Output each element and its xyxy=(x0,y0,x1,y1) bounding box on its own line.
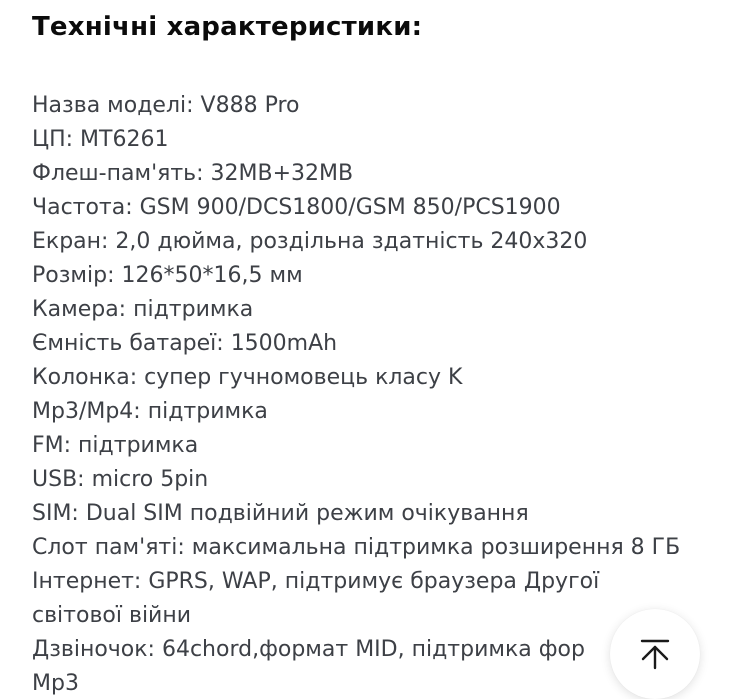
spec-line: Екран: 2,0 дюйма, роздільна здатність 240x320 xyxy=(32,229,588,254)
spec-line: Mp3/Mp4: підтримка xyxy=(32,399,268,424)
spec-line: ЦП: MT6261 xyxy=(32,127,169,152)
spec-line: Ємність батареї: 1500mAh xyxy=(32,331,338,356)
spec-line: Колонка: супер гучномовець класу K xyxy=(32,365,463,390)
spec-line: Назва моделі: V888 Pro xyxy=(32,93,300,118)
spec-line: Mp3 xyxy=(32,671,79,696)
spec-line: FM: підтримка xyxy=(32,433,199,458)
spec-line: Частота: GSM 900/DCS1800/GSM 850/PCS1900 xyxy=(32,195,561,220)
spec-line: Камера: підтримка xyxy=(32,297,254,322)
specs-heading: Технічні характеристики: xyxy=(32,12,423,42)
spec-line: Слот пам'яті: максимальна підтримка розширення 8 ГБ xyxy=(32,535,681,560)
spec-line: Дзвіночок: 64chord,формат MID, підтримка фор xyxy=(32,637,585,662)
spec-line: Інтернет: GPRS, WAP, підтримує браузера Другої xyxy=(32,569,600,594)
specs-list xyxy=(32,89,722,699)
spec-line: Флеш-пам'ять: 32MB+32MB xyxy=(32,161,354,186)
spec-line: USB: micro 5pin xyxy=(32,467,209,492)
spec-line: Розмір: 126*50*16,5 мм xyxy=(32,263,303,288)
scroll-to-top-button[interactable] xyxy=(610,609,700,699)
spec-line: світової війни xyxy=(32,603,192,628)
spec-line: SIM: Dual SIM подвійний режим очікування xyxy=(32,501,529,526)
arrow-up-to-top-icon xyxy=(638,637,672,671)
